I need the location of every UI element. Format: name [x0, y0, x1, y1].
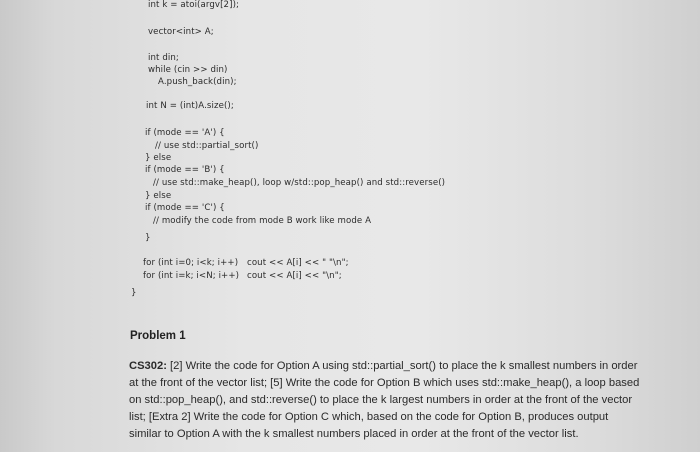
code-line-for-2: for (int i=k; i<N; i++): [143, 271, 240, 281]
code-line-if-b: if (mode == 'B') {: [145, 165, 225, 175]
problem-line-2: at the front of the vector list; [5] Write the code for Option B which uses std::make_heap(), a loop based: [129, 377, 640, 389]
problem-line-3: on std::pop_heap(), and std::reverse() to place the k largest numbers in order at the front of the vector: [129, 394, 633, 406]
code-line-comment-b: // use std::make_heap(), loop w/std::pop_heap() and std::reverse(): [153, 178, 446, 188]
code-line-while: while (cin >> din): [148, 65, 228, 75]
problem-line-1: [129, 360, 637, 372]
code-line-cout-1: cout << A[i] << " "\n";: [247, 258, 349, 268]
code-line-comment-c: // modify the code from mode B work like mode A: [153, 216, 372, 226]
code-line-close-brace: }: [145, 233, 151, 243]
code-line-if-a: if (mode == 'A') {: [145, 128, 225, 138]
problem-line-1-text: [2] Write the code for Option A using std::partial_sort() to place the k smallest numbers in order: [166, 360, 638, 372]
code-line-push-back: A.push_back(din);: [158, 77, 237, 87]
code-line-else-1: } else: [145, 153, 172, 163]
code-line-size: int N = (int)A.size();: [146, 101, 234, 111]
code-line-din: int din;: [148, 53, 179, 63]
code-line-k: int k = atoi(argv[2]);: [148, 0, 240, 10]
code-line-cout-2: cout << A[i] << "\n";: [247, 271, 342, 281]
code-line-if-c: if (mode == 'C') {: [145, 203, 225, 213]
code-line-vector: vector<int> A;: [148, 27, 214, 37]
code-line-for-1: for (int i=0; i<k; i++): [143, 258, 239, 268]
code-line-else-2: } else: [145, 191, 172, 201]
code-line-comment-a: // use std::partial_sort(): [155, 141, 259, 151]
problem-line-5: similar to Option A with the k smallest numbers placed in order at the front of the vector list.: [129, 428, 579, 440]
course-label: CS302:: [129, 360, 167, 372]
problem-line-4: list; [Extra 2] Write the code for Option C which, based on the code for Option B, produces output: [129, 411, 609, 423]
code-line-final-brace: }: [131, 288, 137, 298]
problem-title: Problem 1: [130, 330, 186, 342]
